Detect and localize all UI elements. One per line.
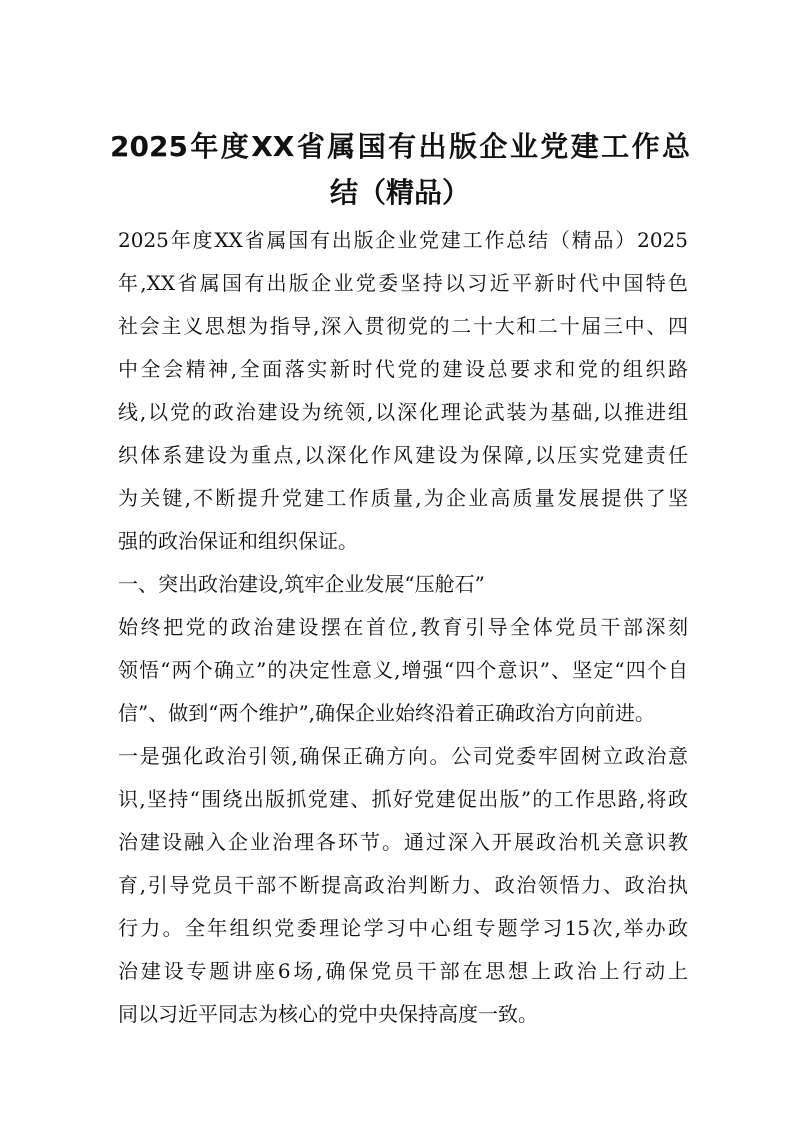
- text-line: 强的政治保证和组织保证。: [118, 529, 358, 553]
- text-line: 治建设专题讲座6场,确保党员干部在思想上政治上行动上: [118, 959, 688, 983]
- text-line: 一是强化政治引领,确保正确方向。公司党委牢固树立政治意: [118, 744, 688, 768]
- text-line: 一、突出政治建设,筑牢企业发展“压舱石”: [118, 572, 485, 596]
- title-line: 2025年度XX省属国有出版企业党建工作总: [110, 130, 690, 163]
- text-line: 社会主义思想为指导,深入贯彻党的二十大和二十届三中、四: [118, 314, 688, 338]
- text-line: 行力。全年组织党委理论学习中心组专题学习15次,举办政: [118, 916, 688, 940]
- text-line: 信”、做到“两个维护”,确保企业始终沿着正确政治方向前进。: [118, 701, 656, 725]
- text-line: 年,XX省属国有出版企业党委坚持以习近平新时代中国特色: [118, 271, 688, 295]
- section-heading: [118, 563, 688, 606]
- text-line: 领悟“两个确立”的决定性意义,增强“四个意识”、坚定“四个自: [118, 658, 688, 682]
- text-line: 识,坚持“围绕出版抓党建、抓好党建促出版”的工作思路,将政: [118, 787, 688, 811]
- paragraph: [118, 606, 688, 735]
- text-line: 中全会精神,全面落实新时代党的建设总要求和党的组织路: [118, 357, 688, 381]
- text-line: 为关键,不断提升党建工作质量,为企业高质量发展提供了坚: [118, 486, 688, 510]
- paragraph: [118, 219, 688, 563]
- text-line: 始终把党的政治建设摆在首位,教育引导全体党员干部深刻: [118, 615, 688, 639]
- text-line: 织体系建设为重点,以深化作风建设为保障,以压实党建责任: [118, 443, 688, 467]
- text-line: 线,以党的政治建设为统领,以深化理论武装为基础,以推进组: [118, 400, 688, 424]
- title-line: 结（精品）: [329, 176, 470, 209]
- document-title: [110, 124, 690, 216]
- paragraph: [118, 735, 688, 1036]
- text-line: 治建设融入企业治理各环节。通过深入开展政治机关意识教: [118, 830, 688, 854]
- document-body: [118, 219, 688, 1036]
- text-line: 同以习近平同志为核心的党中央保持高度一致。: [118, 1002, 538, 1026]
- text-line: 2025年度XX省属国有出版企业党建工作总结（精品）2025: [118, 228, 688, 252]
- text-line: 育,引导党员干部不断提高政治判断力、政治领悟力、政治执: [118, 873, 688, 897]
